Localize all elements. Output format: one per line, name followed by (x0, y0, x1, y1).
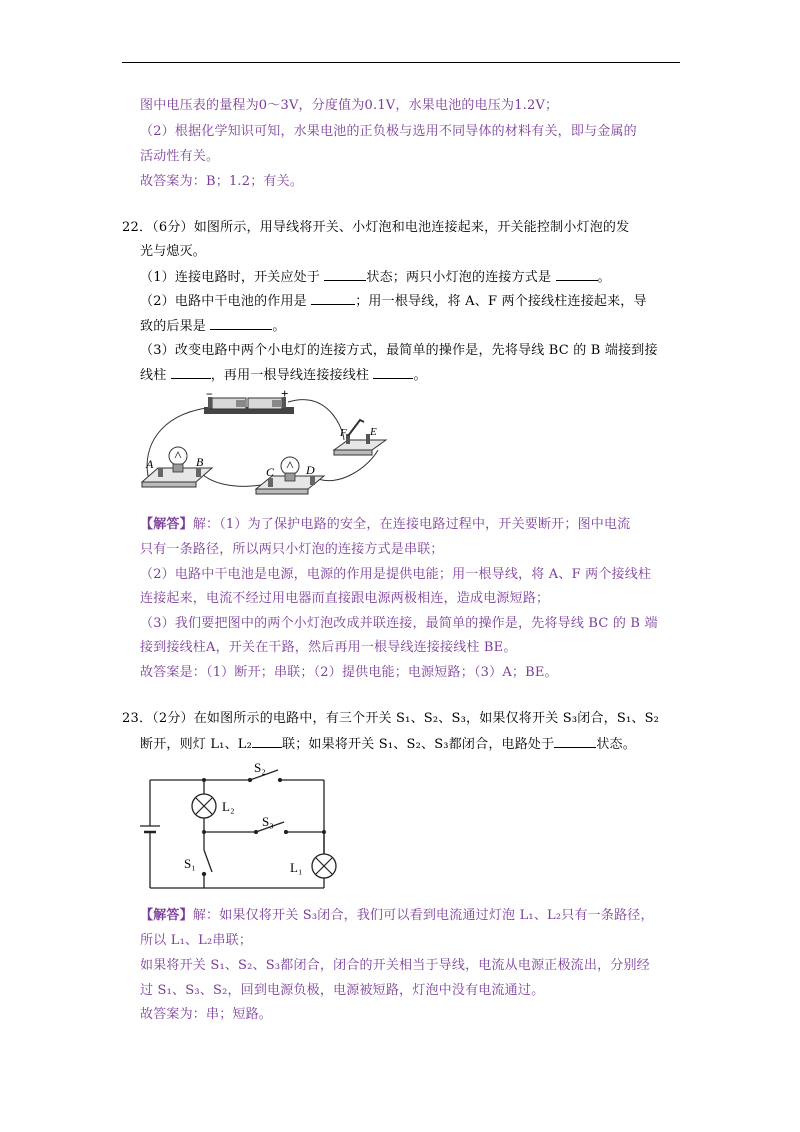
q22-part-2-cont (140, 317, 286, 336)
q23-stem-line-2-text-b: 联；如果将开关 S₁、S₂、S₃都闭合，电路处于 (282, 737, 555, 752)
terminal-E-label: E (370, 426, 377, 438)
q22-part-2-text-a: （2）电路中干电池的作用是 (140, 294, 312, 309)
answer-blank (311, 292, 355, 305)
lamp-L1-symbol (312, 832, 336, 878)
answer-blank (373, 366, 413, 379)
q22-part-1 (140, 268, 611, 287)
label-S3: S₃ (262, 814, 274, 829)
q22-solution-line-4: 连接起来，电流不经过用电器而直接跟电源两极相连，造成电源短路； (140, 591, 550, 606)
q22-part-1-text-a: （1）连接电路时，开关应处于 (140, 270, 325, 285)
q22-solution-line-1 (140, 516, 630, 534)
q23-solution-line-1 (140, 907, 654, 925)
answer-blank (324, 268, 366, 281)
q22-answer-line: 故答案是：（1）断开；串联；（2）提供电能；电源短路；（3）A；BE。 (140, 665, 558, 680)
q22-solution-line-3: （2）电路中干电池是电源，电源的作用是提供电能；用一根导线，将 A、F 两个接线柱 (140, 567, 652, 582)
prev-solution-line-2: （2）根据化学知识可知，水果电池的正负极与选用不同导体的材料有关，即与金属的 (140, 124, 637, 139)
terminal-C-label: C (266, 465, 275, 479)
q22-part-3-cont-text-a: 线柱 (140, 368, 171, 383)
q23-solution-line-3: 如果将开关 S₁、S₂、S₃都闭合，闭合的开关相当于导线，电流从电源正极流出，分别经 (140, 958, 650, 973)
label-S2: S₂ (254, 760, 266, 775)
q23-stem-line-1: 23．（2分）在如图所示的电路中，有三个开关 S₁、S₂、S₃，如果仅将开关 S₃闭合，S₁、S₂ (122, 711, 660, 726)
solution-tag: 【解答】 (140, 908, 193, 923)
q23-stem-line-2-text-a: 断开，则灯 L₁、L₂ (140, 737, 253, 752)
q23-solution-line-1-text: 解：如果仅将开关 S₃闭合，我们可以看到电流通过灯泡 L₁、L₂只有一条路径， (192, 908, 654, 923)
q23-answer-line: 故答案为：串；短路。 (140, 1007, 273, 1022)
prev-answer-line: 故答案为：B；1.2；有关。 (140, 174, 304, 189)
wire-B-to-C (202, 474, 266, 486)
q23-circuit-diagram (138, 760, 350, 896)
terminal-F-label: F (340, 427, 347, 439)
switch-S1 (204, 850, 212, 872)
answer-blank (252, 735, 282, 748)
answer-blank (210, 317, 272, 330)
answer-blank (171, 366, 211, 379)
wire-battery-to-F (288, 400, 344, 440)
q22-part-2 (140, 292, 647, 311)
terminal-D-label: D (306, 463, 315, 477)
q22-stem-line-2: 光与熄灭。 (140, 244, 207, 259)
q22-solution-line-6: 接到接线柱A，开关在干路，然后再用一根导线连接接线柱 BE。 (140, 640, 517, 655)
label-L1: L₁ (290, 860, 303, 875)
label-S1: S₁ (184, 856, 196, 871)
answer-blank (554, 735, 596, 748)
battery-plus-label: + (281, 388, 289, 401)
battery-minus-label: − (206, 388, 213, 401)
q22-solution-line-1-text: 解：（1）为了保护电路的安全，在连接电路过程中，开关要断开；图中电流 (192, 517, 631, 532)
q23-solution-line-2: 所以 L₁、L₂串联； (140, 933, 253, 948)
q22-stem-line-1: 22．（6分）如图所示，用导线将开关、小灯泡和电池连接起来，开关能控制小灯泡的发 (122, 220, 630, 235)
q22-part-1-text-c: 。 (597, 270, 611, 285)
q22-part-3-cont (140, 366, 427, 385)
q23-stem-line-2 (140, 735, 636, 754)
q22-part-2-cont-text-a: 致的后果是 (140, 319, 211, 334)
terminal-B-label: B (196, 455, 204, 469)
terminal-A-label: A (146, 457, 154, 471)
solution-tag: 【解答】 (140, 517, 193, 532)
q22-solution-line-5: （3）我们要把图中的两个小灯泡改成并联连接，最简单的操作是，先将导线 BC 的 B 端 (140, 616, 658, 631)
q22-part-3-cont-text-c: 。 (413, 368, 427, 383)
q23-stem-line-2-text-c: 状态。 (596, 737, 636, 752)
prev-solution-line-3: 活动性有关。 (140, 149, 220, 164)
q22-part-3: （3）改变电路中两个小电灯的连接方式，最简单的操作是，先将导线 BC 的 B 端接到接 (140, 343, 658, 358)
q22-part-1-text-b: 状态；两只小灯泡的连接方式是 (366, 270, 556, 285)
q23-solution-line-4: 过 S₁、S₃、S₂，回到电源负极，电源被短路，灯泡中没有电流通过。 (140, 983, 545, 998)
prev-solution-line-1: 图中电压表的量程为0～3V，分度值为0.1V，水果电池的电压为1.2V； (140, 98, 559, 113)
q22-part-2-text-b: ；用一根导线，将 A、F 两个接线柱连接起来，导 (355, 294, 647, 309)
lamp-L2-symbol (192, 794, 216, 818)
q22-solution-line-2: 只有一条路径，所以两只小灯泡的连接方式是串联； (140, 542, 444, 557)
q22-part-3-cont-text-b: ，再用一根导线连接接线柱 (210, 368, 374, 383)
label-L2: L₂ (222, 799, 235, 814)
q22-part-2-cont-text-b: 。 (272, 319, 286, 334)
header-rule (122, 62, 680, 63)
answer-blank (556, 268, 598, 281)
q22-circuit-figure (138, 388, 398, 506)
